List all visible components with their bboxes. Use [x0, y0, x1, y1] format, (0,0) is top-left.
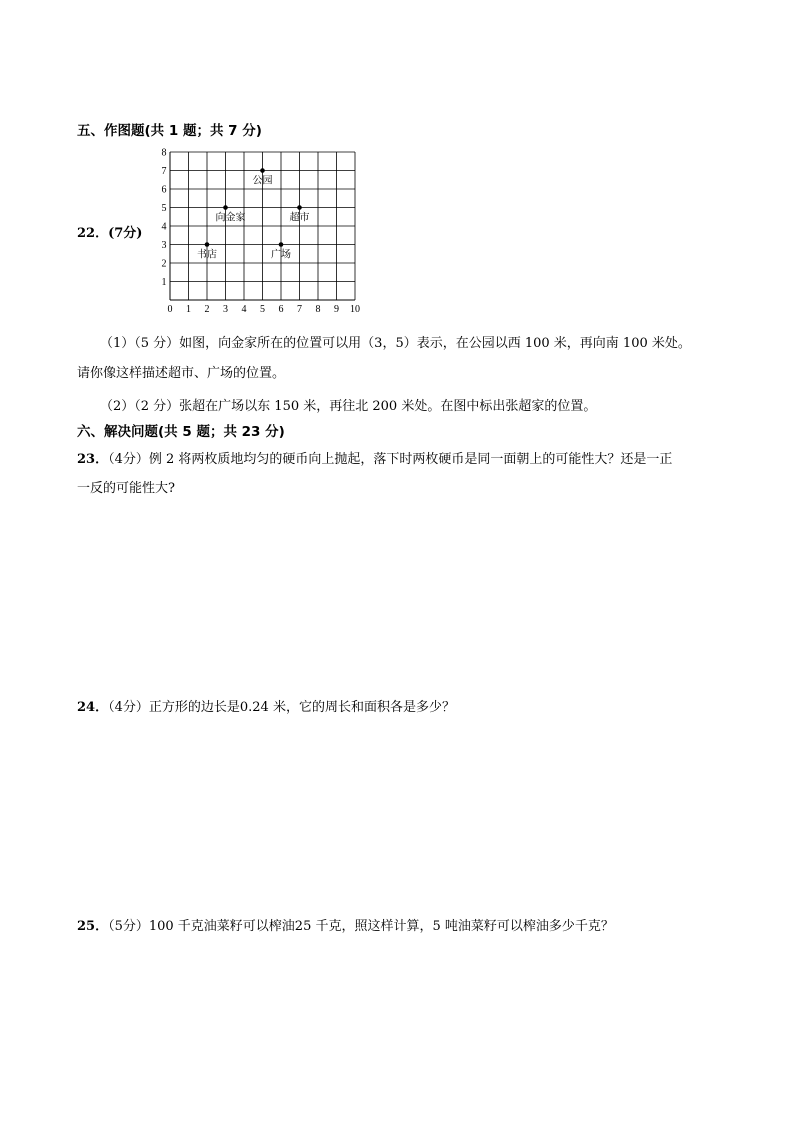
- question-23-line1: （4分）例 2 将两枚质地均匀的硬币向上抛起，落下时两枚硬币是同一面朝上的可能性大？还是一正: [108, 452, 673, 467]
- y-tick-label: 8: [161, 147, 167, 159]
- grid-point: [279, 242, 284, 247]
- question-25: [77, 915, 614, 934]
- question-22-part1-line2: 请你像这样描述超市、广场的位置。: [77, 366, 286, 381]
- y-tick-label: 5: [161, 203, 167, 214]
- point-label: 书店: [197, 249, 217, 261]
- x-tick-label: 0: [167, 304, 173, 315]
- grid-point: [205, 242, 210, 247]
- question-22-label: 22．(7分): [77, 226, 143, 241]
- question-23: [77, 448, 672, 467]
- x-tick-label: 2: [204, 304, 210, 315]
- grid-point: [223, 205, 228, 210]
- x-tick-label: 5: [260, 304, 265, 315]
- x-tick-label: 1: [186, 304, 191, 315]
- x-tick-label: 4: [241, 304, 247, 315]
- question-24: [77, 696, 455, 715]
- grid-point: [260, 168, 265, 173]
- question-25-text: （5分）100 千克油菜籽可以榨油25 千克，照这样计算，5 吨油菜籽可以榨油多少千克？: [108, 919, 614, 934]
- point-label: 广场: [271, 249, 291, 261]
- y-tick-label: 2: [161, 258, 167, 270]
- x-tick-label: 9: [334, 304, 339, 315]
- y-tick-label: 4: [161, 221, 167, 233]
- coordinate-grid: [150, 140, 365, 320]
- question-23-line2: 一反的可能性大?: [77, 481, 175, 496]
- section-5-title: 五、作图题(共 1 题；共 7 分): [77, 123, 262, 139]
- x-tick-label: 6: [278, 304, 284, 315]
- question-23-label: 23．: [77, 452, 109, 467]
- x-tick-label: 3: [223, 304, 228, 315]
- x-tick-label: 7: [297, 304, 302, 315]
- section-6-title: 六、解决问题(共 5 题；共 23 分): [77, 424, 285, 440]
- question-24-label: 24．: [77, 700, 109, 715]
- x-tick-label: 10: [350, 304, 360, 315]
- y-tick-label: 6: [161, 184, 167, 196]
- y-tick-label: 7: [161, 166, 167, 177]
- question-25-label: 25．: [77, 919, 109, 934]
- point-label: 向金家: [215, 212, 246, 224]
- y-tick-label: 3: [161, 240, 167, 251]
- question-22-part2: （2）（2 分）张超在广场以东 150 米，再往北 200 米处。在图中标出张超家的位置。: [100, 399, 597, 414]
- question-24-text: （4分）正方形的边长是0.24 米，它的周长和面积各是多少？: [108, 700, 455, 715]
- question-22-part1-line1: （1）（5 分）如图，向金家所在的位置可以用（3，5）表示，在公园以西 100 米，再向南 100 米处。: [100, 336, 691, 351]
- point-label: 公园: [252, 175, 273, 187]
- grid-point: [297, 205, 302, 210]
- x-tick-label: 8: [315, 304, 321, 315]
- point-label: 超市: [289, 212, 310, 224]
- y-tick-label: 1: [161, 277, 167, 288]
